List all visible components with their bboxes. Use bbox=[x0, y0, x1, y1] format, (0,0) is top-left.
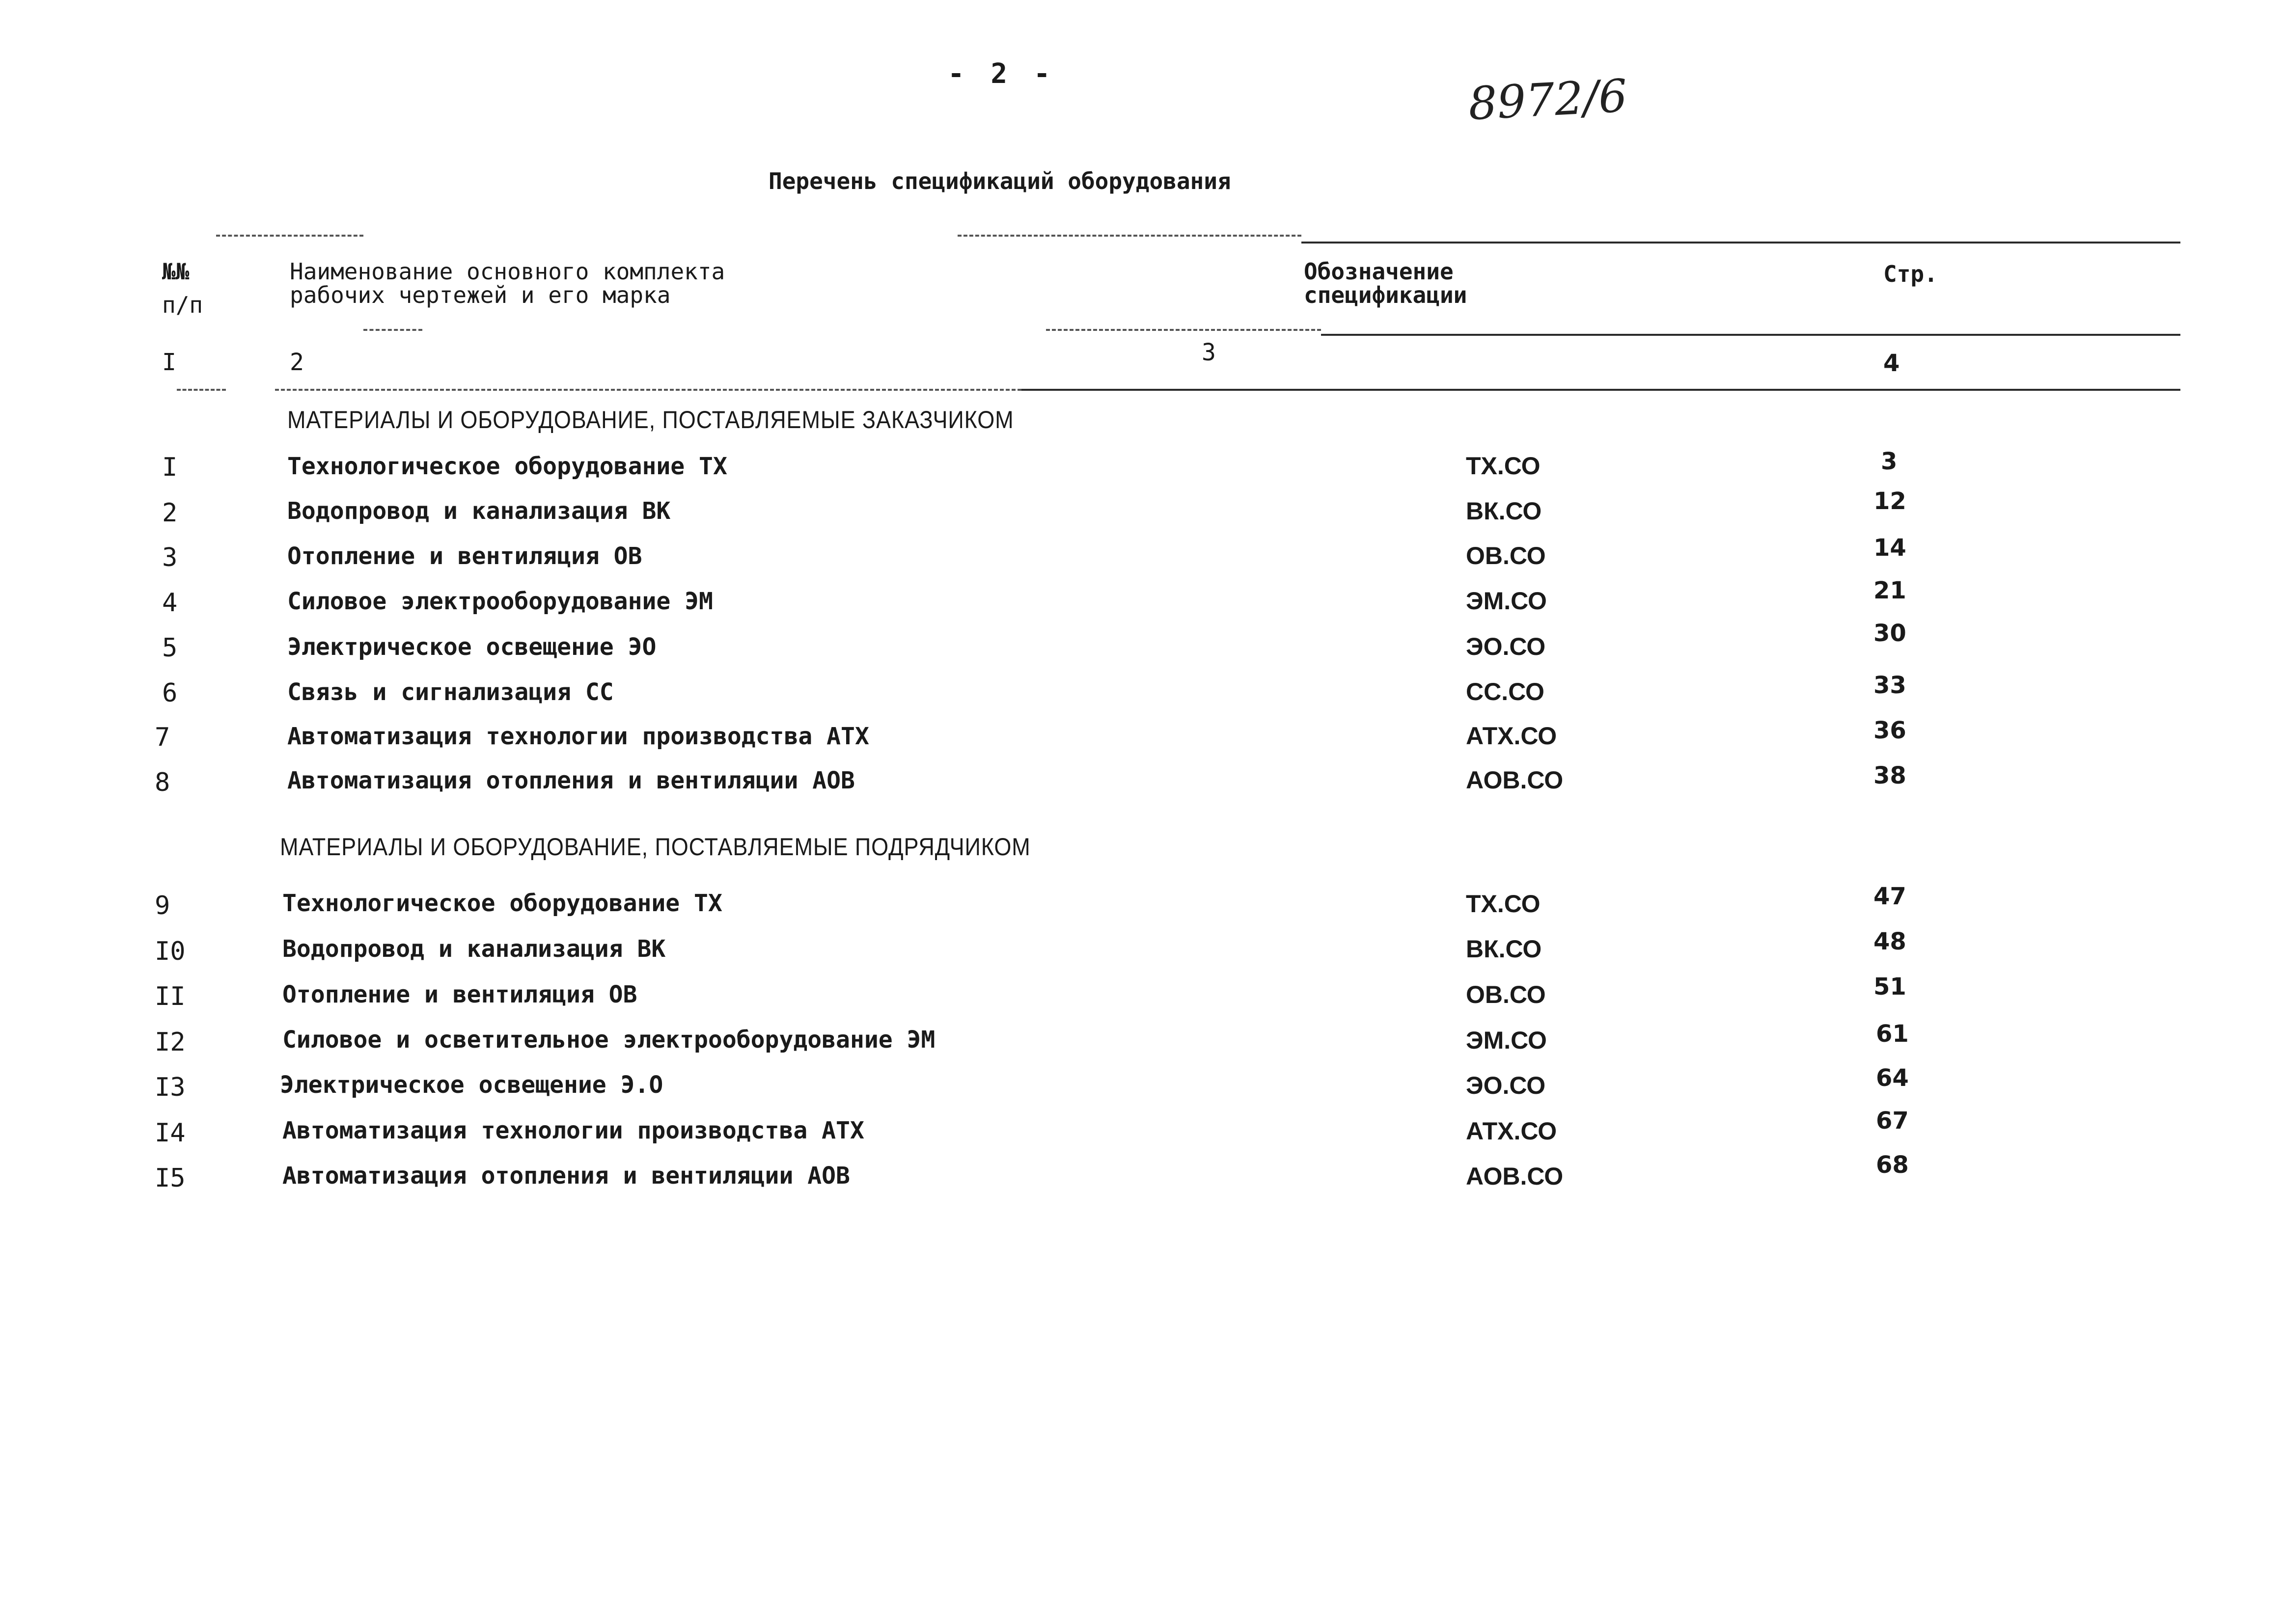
row-page: 21 bbox=[1873, 577, 1906, 604]
row-number: I2 bbox=[155, 1028, 186, 1057]
row-code: АТХ.СО bbox=[1466, 1117, 1557, 1145]
row-code: ВК.СО bbox=[1466, 935, 1542, 963]
header-bottom-rule-2 bbox=[1046, 329, 1321, 331]
row-number: II bbox=[155, 982, 186, 1011]
row-name: Водопровод и канализация ВК bbox=[287, 497, 671, 525]
header-name-line2: рабочих чертежей и его марка bbox=[290, 282, 671, 308]
row-page: 48 bbox=[1873, 928, 1906, 955]
header-code-line2: спецификации bbox=[1304, 282, 1467, 308]
numbers-bottom-rule bbox=[177, 389, 226, 391]
column-number-4: 4 bbox=[1883, 350, 1900, 377]
row-code: ЭМ.СО bbox=[1466, 1027, 1547, 1054]
row-code: ЭО.СО bbox=[1466, 1072, 1546, 1099]
header-code-line1: Обозначение bbox=[1304, 258, 1454, 285]
row-name: Электрическое освещение ЭО bbox=[287, 633, 657, 661]
row-name: Силовое и осветительное электрооборудование ЭМ bbox=[282, 1026, 936, 1054]
row-name: Отопление и вентиляция ОВ bbox=[282, 981, 637, 1008]
row-number: 3 bbox=[162, 543, 178, 572]
row-page: 14 bbox=[1873, 534, 1906, 562]
row-code: АОВ.СО bbox=[1466, 766, 1564, 794]
header-page: Стр. bbox=[1883, 261, 1938, 287]
row-number: I5 bbox=[155, 1164, 186, 1193]
row-code: ОВ.СО bbox=[1466, 542, 1546, 569]
row-number: 7 bbox=[155, 723, 170, 752]
row-page: 67 bbox=[1876, 1107, 1909, 1135]
row-name: Технологическое оборудование ТХ bbox=[287, 453, 727, 480]
row-number: 2 bbox=[162, 498, 178, 528]
header-num-line2: п/п bbox=[162, 292, 203, 318]
row-code: ЭО.СО bbox=[1466, 633, 1546, 660]
row-number: 5 bbox=[162, 633, 178, 663]
row-name: Водопровод и канализация ВК bbox=[282, 935, 666, 963]
section-heading: МАТЕРИАЛЫ И ОБОРУДОВАНИЕ, ПОСТАВЛЯЕМЫЕ ПОДРЯДЧИКОМ bbox=[280, 833, 1031, 861]
table-top-rule bbox=[216, 235, 363, 237]
row-number: I0 bbox=[155, 937, 186, 966]
row-code: ТХ.СО bbox=[1466, 452, 1541, 480]
row-code: ТХ.СО bbox=[1466, 890, 1541, 918]
row-page: 33 bbox=[1873, 672, 1906, 699]
row-name: Электрическое освещение Э.О bbox=[280, 1071, 663, 1099]
row-number: 4 bbox=[162, 588, 178, 618]
header-num-line1: №№ bbox=[162, 258, 190, 285]
row-name: Автоматизация технологии производства АТХ bbox=[282, 1117, 864, 1144]
row-number: 6 bbox=[162, 678, 178, 708]
row-code: АТХ.СО bbox=[1466, 722, 1557, 750]
row-number: 9 bbox=[155, 891, 170, 920]
row-page: 36 bbox=[1873, 717, 1906, 744]
row-name: Отопление и вентиляция ОВ bbox=[287, 542, 642, 570]
row-number: I4 bbox=[155, 1118, 186, 1148]
table-top-rule-2 bbox=[958, 235, 1301, 237]
header-bottom-rule bbox=[363, 329, 422, 331]
row-page: 51 bbox=[1873, 973, 1906, 1001]
row-name: Автоматизация отопления и вентиляции АОВ bbox=[287, 767, 855, 794]
handwritten-document-number: 8972/6 bbox=[1467, 69, 1629, 131]
numbers-bottom-rule-3 bbox=[1021, 389, 2180, 391]
header-bottom-rule-3 bbox=[1321, 334, 2180, 336]
row-number: I bbox=[162, 453, 178, 482]
column-number-1: I bbox=[162, 349, 176, 376]
table-top-rule-3 bbox=[1301, 242, 2180, 244]
row-page: 61 bbox=[1876, 1020, 1909, 1048]
header-name-line1: Наименование основного комплекта bbox=[290, 258, 725, 285]
row-page: 38 bbox=[1873, 762, 1906, 789]
row-number: I3 bbox=[155, 1073, 186, 1102]
document-title: Перечень спецификаций оборудования bbox=[769, 168, 1231, 194]
row-page: 68 bbox=[1876, 1151, 1909, 1179]
column-number-3: 3 bbox=[1202, 339, 1216, 366]
row-name: Автоматизация технологии производства АТХ bbox=[287, 723, 869, 750]
row-name: Технологическое оборудование ТХ bbox=[282, 890, 722, 917]
row-code: ОВ.СО bbox=[1466, 981, 1546, 1008]
page-number: - 2 - bbox=[948, 58, 1055, 90]
row-code: АОВ.СО bbox=[1466, 1163, 1564, 1190]
column-number-2: 2 bbox=[290, 349, 304, 376]
row-name: Связь и сигнализация СС bbox=[287, 678, 614, 706]
row-code: СС.СО bbox=[1466, 678, 1544, 705]
row-page: 64 bbox=[1876, 1064, 1909, 1092]
section-heading: МАТЕРИАЛЫ И ОБОРУДОВАНИЕ, ПОСТАВЛЯЕМЫЕ ЗАКАЗЧИКОМ bbox=[287, 406, 1014, 433]
numbers-bottom-rule-2 bbox=[275, 389, 1021, 391]
row-page: 47 bbox=[1873, 883, 1906, 910]
row-code: ВК.СО bbox=[1466, 497, 1542, 525]
row-number: 8 bbox=[155, 768, 170, 797]
row-code: ЭМ.СО bbox=[1466, 587, 1547, 615]
row-page: 30 bbox=[1873, 620, 1906, 647]
row-name: Автоматизация отопления и вентиляции АОВ bbox=[282, 1162, 850, 1190]
row-page: 12 bbox=[1873, 487, 1906, 515]
row-page: 3 bbox=[1881, 448, 1898, 475]
row-name: Силовое электрооборудование ЭМ bbox=[287, 588, 713, 615]
